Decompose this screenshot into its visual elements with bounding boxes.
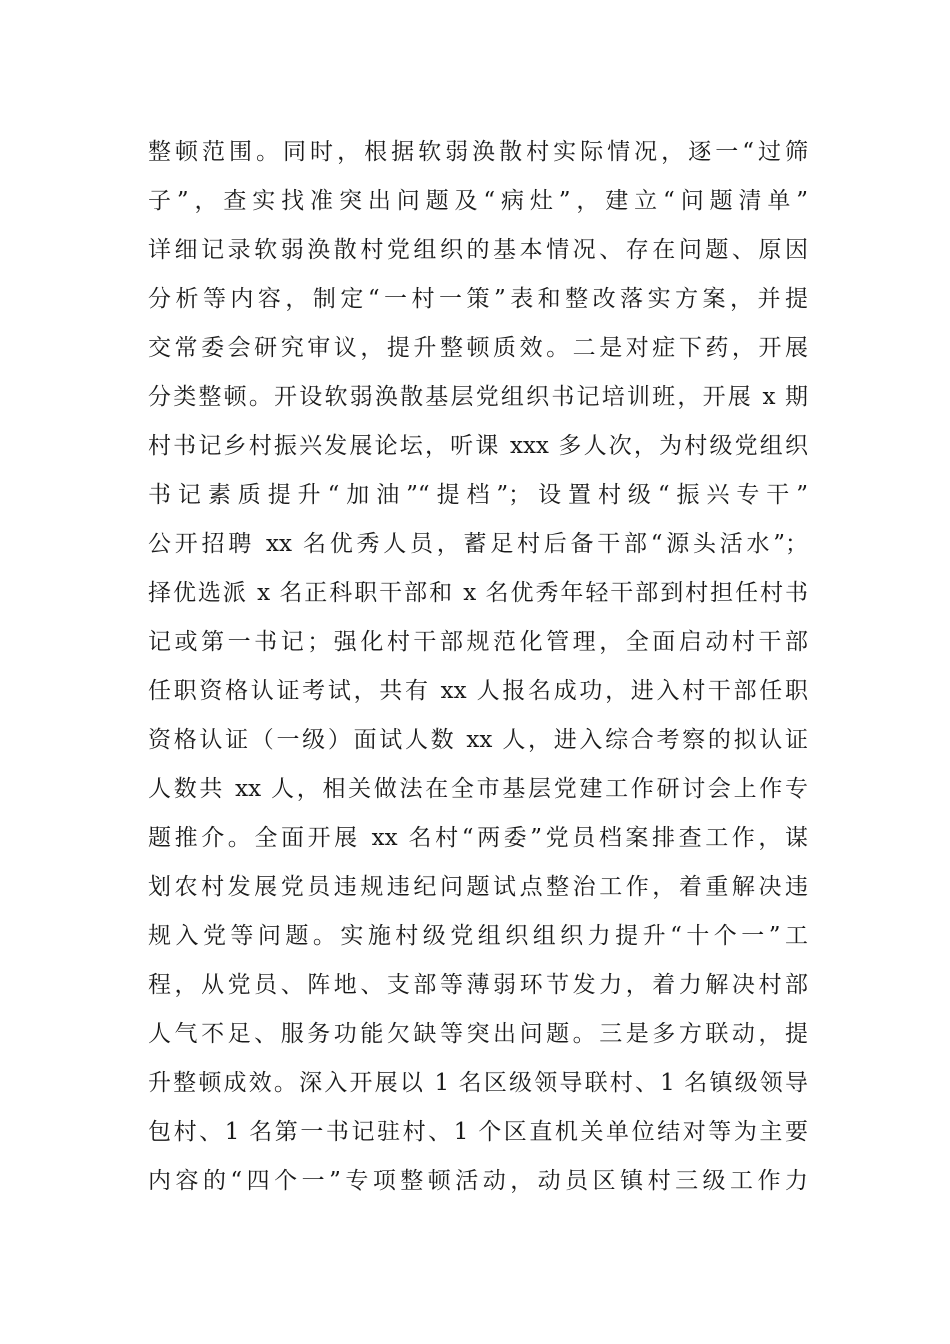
text-line-21: 包村、1 名第一书记驻村、1 个区直机关单位结对等为主要: [148, 1119, 808, 1145]
text-line-4: 分析等内容，制定“一村一策”表和整改落实方案，并提: [148, 286, 808, 312]
text-line-20: 升整顿成效。深入开展以 1 名区级领导联村、1 名镇级领导: [148, 1070, 808, 1096]
text-line-6: 分类整顿。开设软弱涣散基层党组织书记培训班，开展 x 期: [148, 384, 808, 410]
text-line-8: 书记素质提升“加油”“提档”；设置村级“振兴专干”: [148, 482, 808, 508]
text-line-3: 详细记录软弱涣散村党组织的基本情况、存在问题、原因: [148, 237, 808, 263]
text-line-16: 划农村发展党员违规违纪问题试点整治工作，着重解决违: [148, 874, 808, 900]
text-line-2: 子”，查实找准突出问题及“病灶”，建立“问题清单”: [148, 188, 808, 214]
text-line-9: 公开招聘 xx 名优秀人员，蓄足村后备干部“源头活水”；: [148, 531, 808, 557]
text-line-15: 题推介。全面开展 xx 名村“两委”党员档案排查工作，谋: [148, 825, 808, 851]
text-line-11: 记或第一书记；强化村干部规范化管理，全面启动村干部: [148, 629, 808, 655]
text-line-18: 程，从党员、阵地、支部等薄弱环节发力，着力解决村部: [148, 972, 808, 998]
text-line-7: 村书记乡村振兴发展论坛，听课 xxx 多人次，为村级党组织: [148, 433, 808, 459]
text-line-12: 任职资格认证考试，共有 xx 人报名成功，进入村干部任职: [148, 678, 808, 704]
text-line-17: 规入党等问题。实施村级党组织组织力提升“十个一”工: [148, 923, 808, 949]
text-line-5: 交常委会研究审议，提升整顿质效。二是对症下药，开展: [148, 335, 808, 361]
text-line-10: 择优选派 x 名正科职干部和 x 名优秀年轻干部到村担任村书: [148, 580, 808, 606]
text-line-22: 内容的“四个一”专项整顿活动，动员区镇村三级工作力: [148, 1168, 808, 1194]
text-line-19: 人气不足、服务功能欠缺等突出问题。三是多方联动，提: [148, 1021, 808, 1047]
text-line-14: 人数共 xx 人，相关做法在全市基层党建工作研讨会上作专: [148, 776, 808, 802]
text-line-1: 整顿范围。同时，根据软弱涣散村实际情况，逐一“过筛: [148, 139, 808, 165]
text-line-13: 资格认证（一级）面试人数 xx 人，进入综合考察的拟认证: [148, 727, 808, 753]
body-paragraph: [148, 128, 808, 1206]
